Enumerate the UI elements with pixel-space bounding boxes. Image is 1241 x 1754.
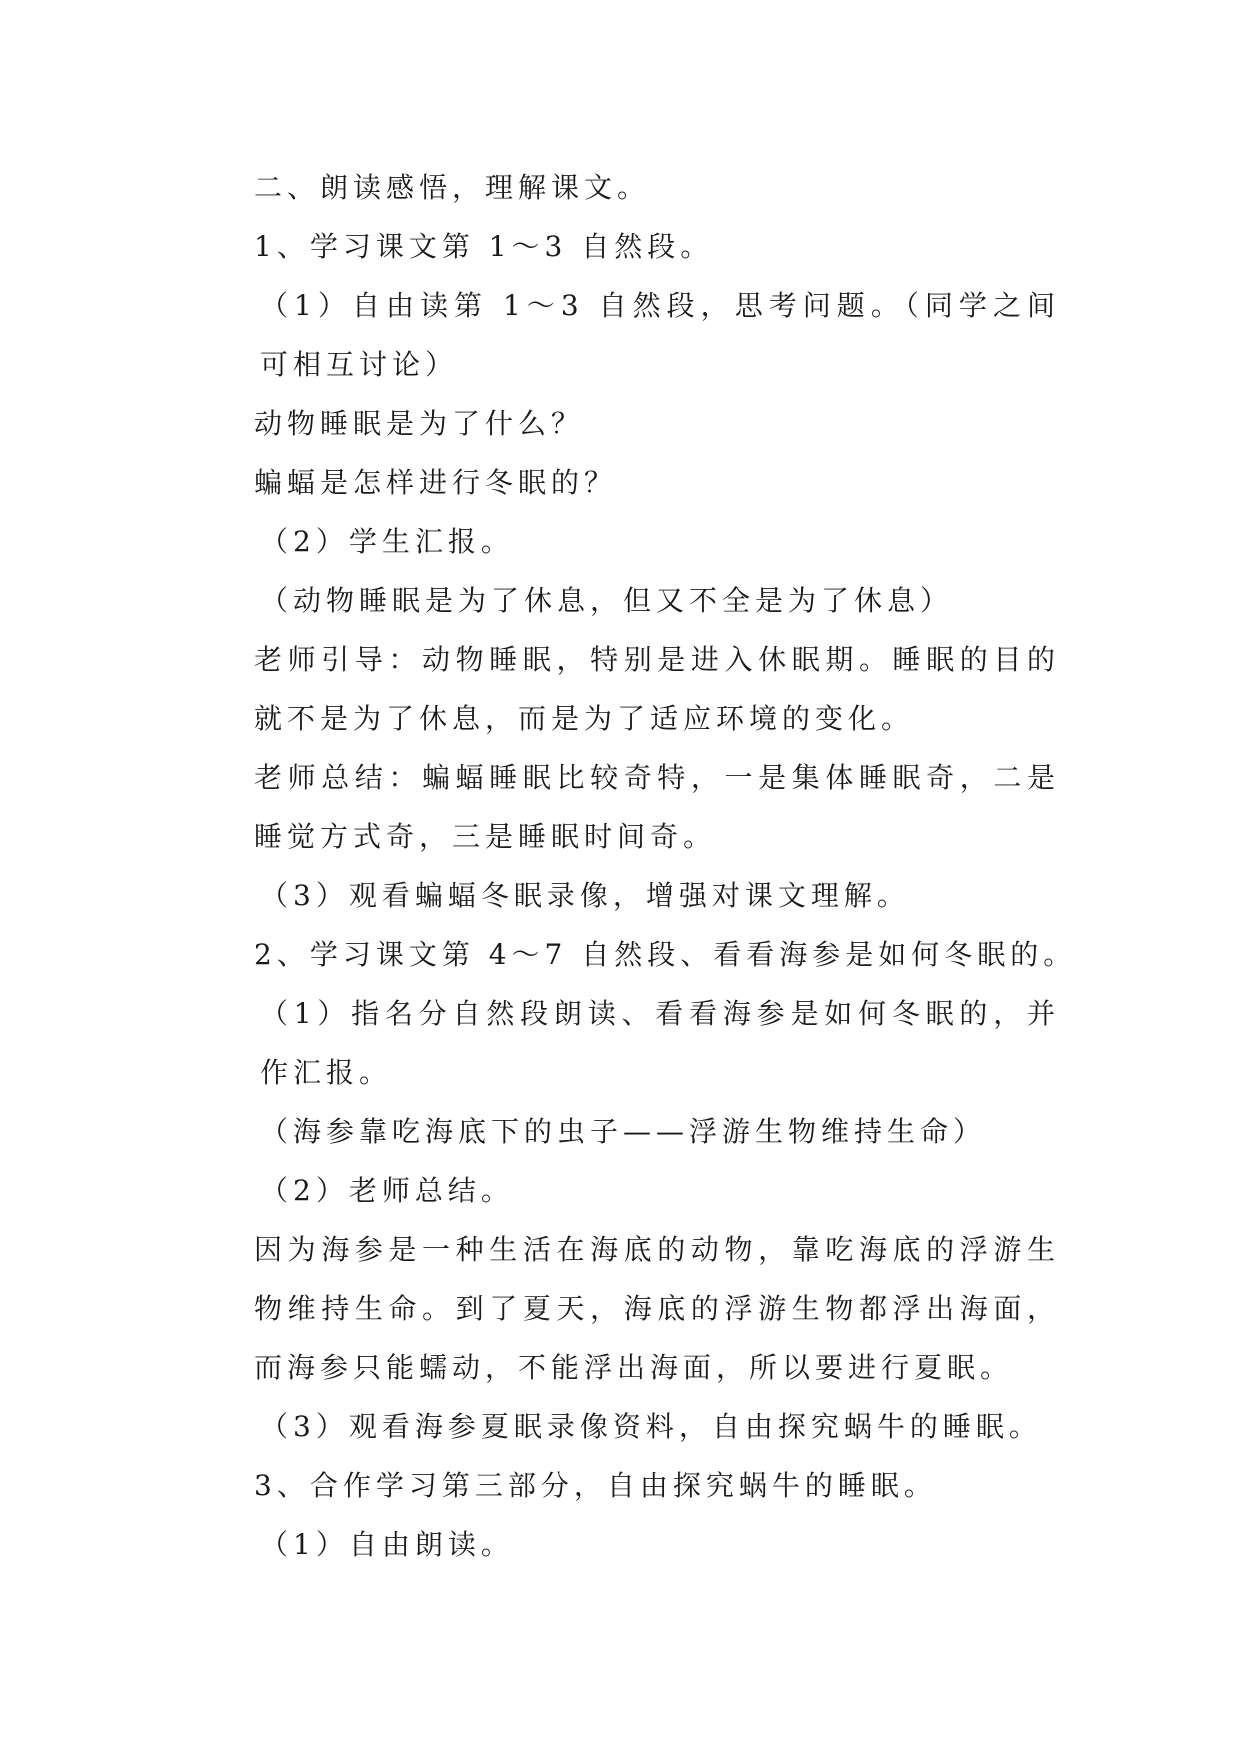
question: 动物睡眠是为了什么？ xyxy=(254,407,585,440)
subsection-heading: 2、学习课文第 4～7 自然段、看看海参是如何冬眠的。 xyxy=(254,938,1077,971)
paragraph: （动物睡眠是为了休息，但又不全是为了休息） xyxy=(260,584,954,617)
paragraph: 因为海参是一种生活在海底的动物，靠吃海底的浮游生物维持生命。到了夏天，海底的浮游生物都浮出海面，而海参只能蠕动，不能浮出海面，所以要进行夏眠。 xyxy=(254,1233,1060,1384)
subsection-heading: 3、合作学习第三部分，自由探究蜗牛的睡眠。 xyxy=(254,1469,937,1502)
paragraph: （2）老师总结。 xyxy=(260,1174,514,1207)
paragraph: 老师引导：动物睡眠，特别是进入休眠期。睡眠的目的就不是为了休息，而是为了适应环境的变化。 xyxy=(254,643,1060,735)
document-body xyxy=(190,158,1077,1574)
section-heading: 二、朗读感悟，理解课文。 xyxy=(254,171,651,204)
paragraph: （1）自由读第 1～3 自然段，思考问题。（同学之间可相互讨论） xyxy=(260,289,1060,381)
question: 蝙蝠是怎样进行冬眠的？ xyxy=(254,466,618,499)
paragraph: （3）观看蝙蝠冬眠录像，增强对课文理解。 xyxy=(260,879,910,912)
paragraph: （1）自由朗读。 xyxy=(260,1528,514,1561)
subsection-heading: 1、学习课文第 1～3 自然段。 xyxy=(254,230,714,263)
paragraph: （3）观看海参夏眠录像资料，自由探究蜗牛的睡眠。 xyxy=(260,1410,1042,1443)
paragraph: （海参靠吃海底下的虫子——浮游生物维持生命） xyxy=(260,1115,987,1148)
paragraph: 老师总结：蝙蝠睡眠比较奇特，一是集体睡眠奇，二是睡觉方式奇，三是睡眠时间奇。 xyxy=(254,761,1060,853)
paragraph: （2）学生汇报。 xyxy=(260,525,514,558)
paragraph: （1）指名分自然段朗读、看看海参是如何冬眠的，并作汇报。 xyxy=(260,997,1060,1089)
